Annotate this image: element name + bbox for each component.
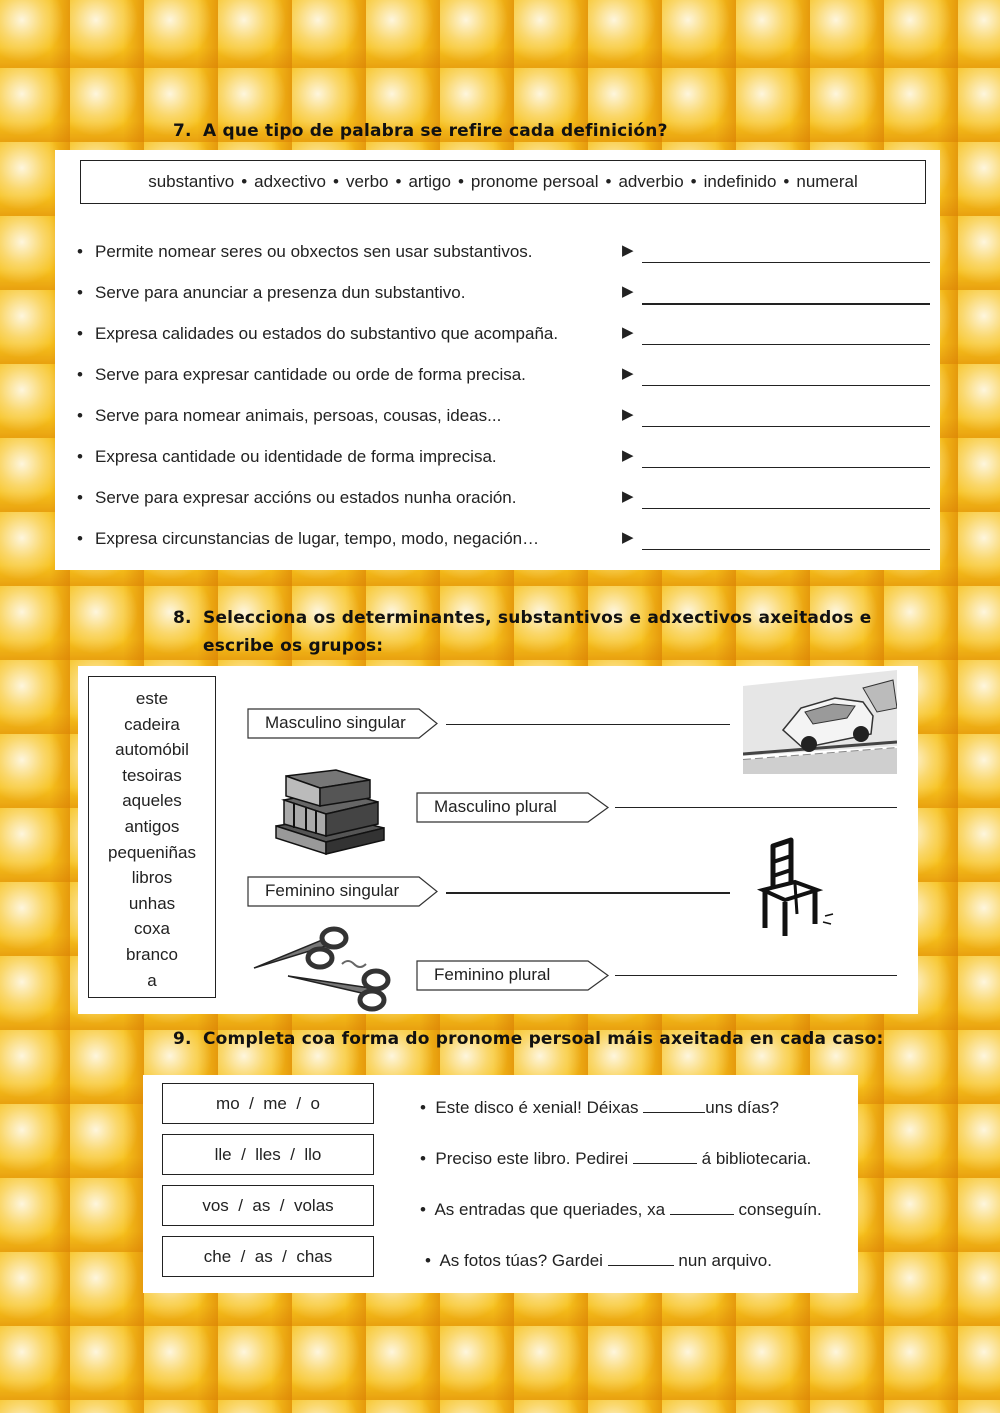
pronoun-options-text: vos / as / volas: [202, 1195, 334, 1215]
section8-title-line1: Selecciona os determinantes, substantivos e adxectivos axeitados e: [203, 608, 872, 628]
answer-line[interactable]: [642, 385, 930, 386]
bullet: •: [77, 406, 83, 425]
bullet: •: [77, 447, 83, 466]
word-separator: •: [783, 172, 790, 191]
group-label: Masculino plural: [434, 797, 557, 816]
pronoun-options-box: [162, 1134, 374, 1175]
sentence-after: nun arquivo.: [678, 1251, 772, 1270]
word-separator: •: [457, 172, 464, 191]
bullet: •: [420, 1098, 426, 1117]
pronoun-options-box: [162, 1083, 374, 1124]
section7-heading: [173, 121, 668, 141]
bullet: •: [77, 488, 83, 507]
pronoun-options-text: che / as / chas: [203, 1246, 333, 1266]
group-tag-feminino-singular: [247, 876, 439, 906]
definition-row: [77, 283, 935, 313]
word-bank-item: numeral: [796, 172, 858, 191]
word-separator: •: [333, 172, 339, 191]
word-separator: •: [690, 172, 697, 191]
sentence-after: uns días?: [705, 1098, 780, 1117]
word-list-item: branco: [126, 944, 178, 964]
section8-heading: [173, 604, 872, 660]
section7-number: 7.: [173, 121, 192, 141]
bullet: •: [77, 324, 83, 343]
group-label: Feminino plural: [434, 965, 551, 984]
sentence-before: As entradas que queriades, xa: [434, 1200, 666, 1219]
arrow-right-icon: ▶: [622, 406, 634, 423]
word-list-item: coxa: [134, 919, 170, 939]
scissors-icon: [248, 920, 398, 1017]
section9-panel: [143, 1075, 858, 1293]
definition-row: [77, 529, 935, 559]
answer-line[interactable]: [642, 426, 930, 427]
section9-title: Completa coa forma do pronome persoal máis axeitada en cada caso:: [203, 1029, 884, 1049]
pronoun-options-box: [162, 1185, 374, 1226]
group-tag-masculino-plural: [416, 792, 610, 822]
answer-line[interactable]: [642, 467, 930, 468]
bullet: •: [77, 365, 83, 384]
books-icon: [266, 766, 392, 861]
group-tag-feminino-plural: [416, 960, 610, 990]
word-bank-item: artigo: [408, 172, 451, 191]
sentence: [420, 1149, 811, 1169]
arrow-right-icon: ▶: [622, 365, 634, 382]
word-bank-item: verbo: [345, 172, 389, 191]
bullet: •: [420, 1200, 426, 1219]
word-bank-item: substantivo: [148, 172, 235, 191]
word-bank-item: adverbio: [618, 172, 684, 191]
word-list-item: libros: [131, 868, 173, 888]
sentence: [425, 1251, 772, 1271]
word-bank-item: pronome persoal: [470, 172, 599, 191]
definition-text: Expresa circunstancias de lugar, tempo, modo, negación…: [95, 529, 540, 548]
answer-line[interactable]: [642, 549, 930, 550]
pronoun-options-box: [162, 1236, 374, 1277]
section9-heading: [173, 1029, 883, 1049]
answer-line[interactable]: [615, 807, 897, 808]
word-list-item: antigos: [124, 816, 180, 836]
word-bank-item: indefinido: [703, 172, 777, 191]
word-separator: •: [605, 172, 612, 191]
sentence-after: conseguín.: [738, 1200, 822, 1219]
sentence-before: As fotos túas? Gardei: [439, 1251, 603, 1270]
answer-line[interactable]: [446, 724, 730, 725]
section8-panel: [78, 666, 918, 1014]
answer-line[interactable]: [615, 975, 897, 976]
sentence-after: á bibliotecaria.: [701, 1149, 812, 1168]
definition-row: [77, 365, 935, 395]
definition-text: Serve para anunciar a presenza dun substantivo.: [95, 283, 466, 302]
chair-icon: [733, 824, 853, 949]
word-list-item: tesoiras: [122, 765, 182, 785]
word-separator: •: [395, 172, 402, 191]
sentence-before: Preciso este libro. Pedirei: [435, 1149, 629, 1168]
pronoun-options-text: lle / lles / llo: [214, 1144, 322, 1164]
definition-row: [77, 242, 935, 272]
pronoun-options-text: mo / me / o: [216, 1093, 320, 1113]
answer-line[interactable]: [446, 892, 730, 894]
word-list-item: pequeniñas: [108, 842, 196, 862]
bullet: •: [77, 283, 83, 302]
section7-panel: [55, 150, 940, 570]
definition-text: Expresa calidades ou estados do substantivo que acompaña.: [95, 324, 559, 343]
definition-text: Serve para nomear animais, persoas, cousas, ideas...: [95, 406, 502, 425]
word-list: [88, 676, 216, 998]
arrow-right-icon: ▶: [622, 242, 634, 259]
section9-number: 9.: [173, 1029, 192, 1049]
answer-line[interactable]: [642, 262, 930, 263]
group-label: Masculino singular: [265, 713, 406, 732]
word-bank: [80, 160, 926, 204]
word-list-item: unhas: [128, 893, 176, 913]
bullet: •: [77, 242, 83, 261]
word-list-item: este: [135, 689, 169, 708]
car-icon: [743, 668, 897, 779]
section8-number: 8.: [173, 608, 192, 628]
definition-row: [77, 488, 935, 518]
section8-title-line2: escribe os grupos:: [203, 636, 384, 656]
section7-title: A que tipo de palabra se refire cada definición?: [203, 121, 668, 141]
bullet: •: [425, 1251, 431, 1270]
definition-row: [77, 447, 935, 477]
sentence: [420, 1200, 822, 1220]
answer-line[interactable]: [642, 344, 930, 345]
group-tag-masculino-singular: [247, 708, 439, 738]
arrow-right-icon: ▶: [622, 488, 634, 505]
group-label: Feminino singular: [265, 881, 400, 900]
bullet: •: [420, 1149, 426, 1168]
definition-text: Serve para expresar accións ou estados nunha oración.: [95, 488, 517, 507]
word-list-item: automóbil: [115, 740, 189, 760]
arrow-right-icon: ▶: [622, 283, 634, 300]
sentence: [420, 1098, 779, 1118]
word-separator: •: [241, 172, 248, 191]
answer-blank[interactable]: [633, 1149, 697, 1164]
arrow-right-icon: ▶: [622, 324, 634, 341]
word-list-item: a: [147, 970, 157, 990]
word-bank-item: adxectivo: [254, 172, 326, 191]
definition-text: Serve para expresar cantidade ou orde de forma precisa.: [95, 365, 526, 384]
word-list-item: cadeira: [124, 714, 180, 734]
definition-row: [77, 406, 935, 436]
arrow-right-icon: ▶: [622, 447, 634, 464]
definition-row: [77, 324, 935, 354]
bullet: •: [77, 529, 83, 548]
word-list-item: aqueles: [122, 791, 182, 811]
definition-text: Permite nomear seres ou obxectos sen usar substantivos.: [95, 242, 533, 261]
answer-blank[interactable]: [608, 1251, 674, 1266]
definition-text: Expresa cantidade ou identidade de forma imprecisa.: [95, 447, 497, 466]
answer-line[interactable]: [642, 508, 930, 509]
answer-blank[interactable]: [670, 1200, 734, 1215]
arrow-right-icon: ▶: [622, 529, 634, 546]
answer-line[interactable]: [642, 303, 930, 305]
sentence-before: Este disco é xenial! Déixas: [435, 1098, 639, 1117]
answer-blank[interactable]: [643, 1098, 705, 1113]
